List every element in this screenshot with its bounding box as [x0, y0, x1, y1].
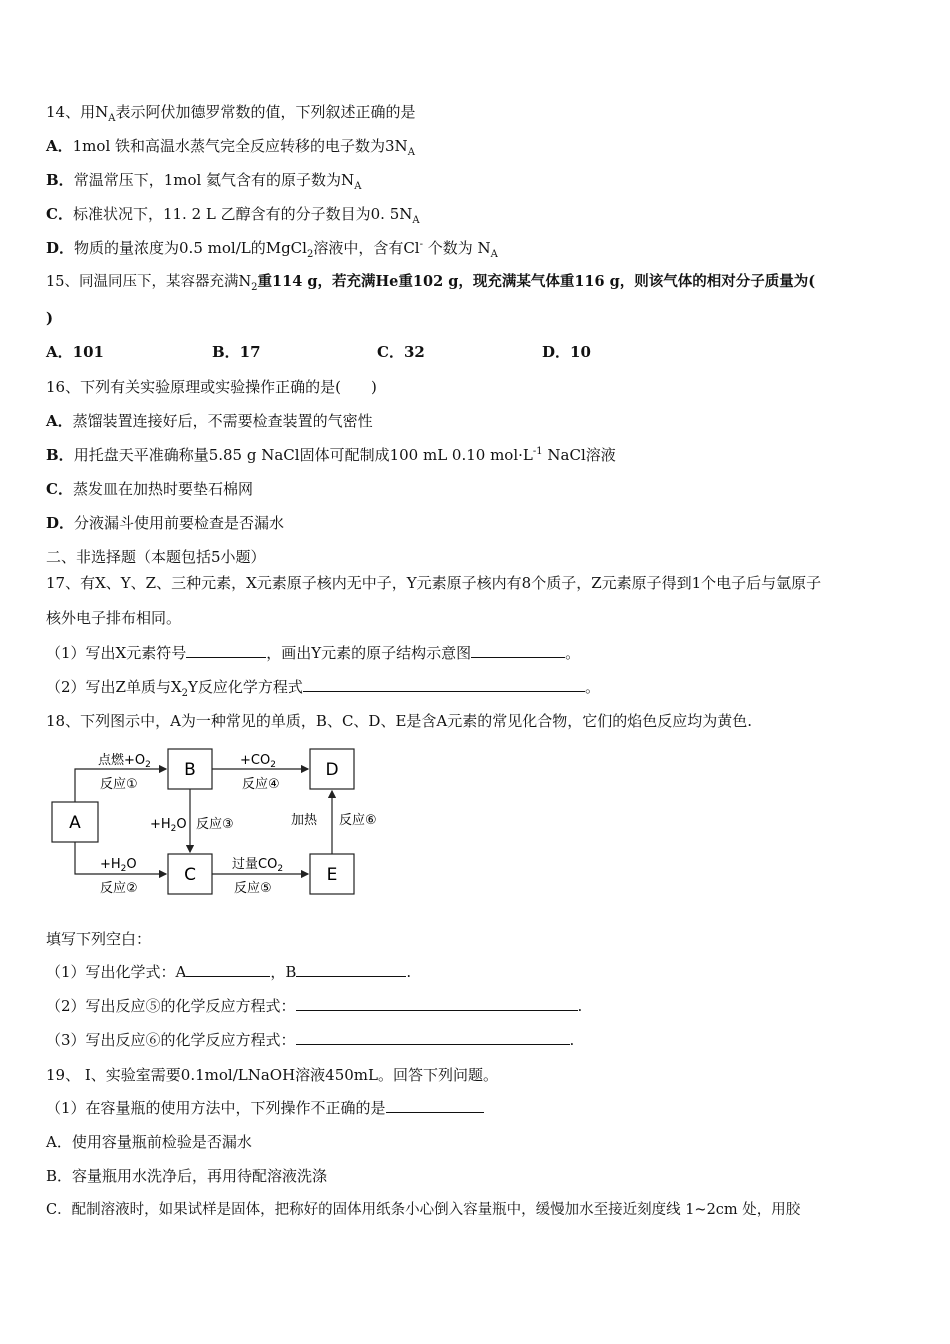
box-e-label: E [326, 865, 338, 885]
q19-option-b: B．容量瓶用水洗净后，再用待配溶液洗涤 [46, 1167, 328, 1185]
q14-option-b: B．常温常压下，1mol 氦气含有的原子数为$N_A$ [46, 171, 362, 192]
q17-stem-line1: 17、有X、Y、Z、三种元素，X元素原子核内无中子，Y元素原子核内有8个质子，Z元素原子得到1个电子后与氩原子 [46, 574, 822, 592]
answer-blank[interactable] [296, 996, 578, 1011]
q16-stem: 16、下列有关实验原理或实验操作正确的是( ) [46, 378, 377, 396]
q16-option-a: A．蒸馏装置连接好后，不需要检查装置的气密性 [46, 412, 373, 430]
answer-blank[interactable] [386, 1098, 484, 1113]
reaction2-label: 反应② [100, 881, 138, 896]
q18-stem: 18、下列图示中，A为一种常见的单质，B、C、D、E是含A元素的常见化合物，它们的焰色反应均为黄色. [46, 712, 753, 730]
reaction4-label: 反应④ [242, 777, 280, 792]
answer-blank[interactable] [303, 677, 585, 692]
q19-stem: 19、 Ⅰ、实验室需要0.1mol/LNaOH溶液450mL。回答下列问题。 [46, 1066, 498, 1084]
box-a-label: A [69, 813, 81, 833]
answer-blank[interactable] [471, 643, 565, 658]
reaction-flow-diagram [46, 744, 406, 904]
q16-option-d: D．分液漏斗使用前要检查是否漏水 [46, 514, 285, 532]
q16-option-c: C．蒸发皿在加热时要垫石棉网 [46, 480, 253, 498]
answer-blank[interactable] [296, 962, 406, 977]
q15-option-c: C．32 [377, 343, 425, 361]
section-heading: 二、非选择题（本题包括5小题） [46, 548, 266, 566]
q18-fill-heading: 填写下列空白： [46, 930, 152, 948]
q14-option-c: C．标准状况下，11. 2 L 乙醇含有的分子数目为0. $5N_A$ [46, 205, 420, 226]
q18-part2: （2）写出反应⑤的化学反应方程式： . [46, 997, 583, 1015]
reaction1-condition: 点燃$+O_2$ [98, 753, 151, 770]
q15-stem: 15、同温同压下，某容器充满$N_2$重114 g，若充满He重102 g，现充满某气体重116 g，则该气体的相对分子质量为( [46, 273, 816, 293]
q17-part2: （2）写出Z单质与$X_2Y$反应化学方程式 。 [46, 678, 600, 699]
q14-option-d: D．物质的量浓度为0.5 mol/L的MgCl$_2$溶液中，含有Cl- 个数为 $N_A$ [46, 239, 498, 260]
q16-option-b: B．用托盘天平准确称量5.85 g NaCl固体可配制成100 mL 0.10 $mol\cdot L^{-1}$ NaCl溶液 [46, 446, 616, 464]
q14-option-a: A．1mol 铁和高温水蒸气完全反应转移的电子数为$3N_A$ [46, 137, 415, 158]
reaction1-label: 反应① [100, 777, 138, 792]
box-b-label: B [184, 760, 196, 780]
reaction5-condition: 过量$CO_2$ [232, 857, 284, 874]
reaction6-condition: 加热 [291, 813, 318, 828]
q15-option-a: A．101 [46, 343, 104, 361]
q18-part3: （3）写出反应⑥的化学反应方程式： . [46, 1031, 575, 1049]
box-c-label: C [184, 865, 196, 885]
q18-part1: （1）写出化学式：A ，B . [46, 963, 412, 981]
q15-option-d: D．10 [542, 343, 591, 361]
q19-option-c: C．配制溶液时，如果试样是固体，把称好的固体用纸条小心倒入容量瓶中，缓慢加水至接近刻度线 1~2cm 处，用胶 [46, 1202, 801, 1218]
q15-options [46, 342, 646, 362]
reaction3-condition: $+H_2O$ [150, 817, 187, 834]
q14-stem: 14、用$N_A$表示阿伏加德罗常数的值，下列叙述正确的是 [46, 103, 416, 124]
box-d-label: D [325, 760, 339, 780]
q19-part1: （1）在容量瓶的使用方法中，下列操作不正确的是 [46, 1098, 484, 1118]
reaction5-label: 反应⑤ [234, 881, 272, 896]
reaction4-condition: $+CO_2$ [240, 753, 276, 770]
reaction6-label: 反应⑥ [339, 813, 377, 828]
q15-stem-close: ) [46, 309, 54, 327]
reaction3-label: 反应③ [196, 817, 234, 832]
q15-option-b: B．17 [212, 343, 261, 361]
q17-part1: （1）写出X元素符号 ，画出Y元素的原子结构示意图 。 [46, 644, 581, 662]
q19-option-a: A．使用容量瓶前检验是否漏水 [46, 1133, 252, 1151]
answer-blank[interactable] [186, 643, 266, 658]
answer-blank[interactable] [186, 962, 270, 977]
reaction2-condition: $+H_2O$ [100, 857, 137, 874]
q17-stem-line2: 核外电子排布相同。 [46, 609, 182, 627]
answer-blank[interactable] [296, 1030, 570, 1045]
